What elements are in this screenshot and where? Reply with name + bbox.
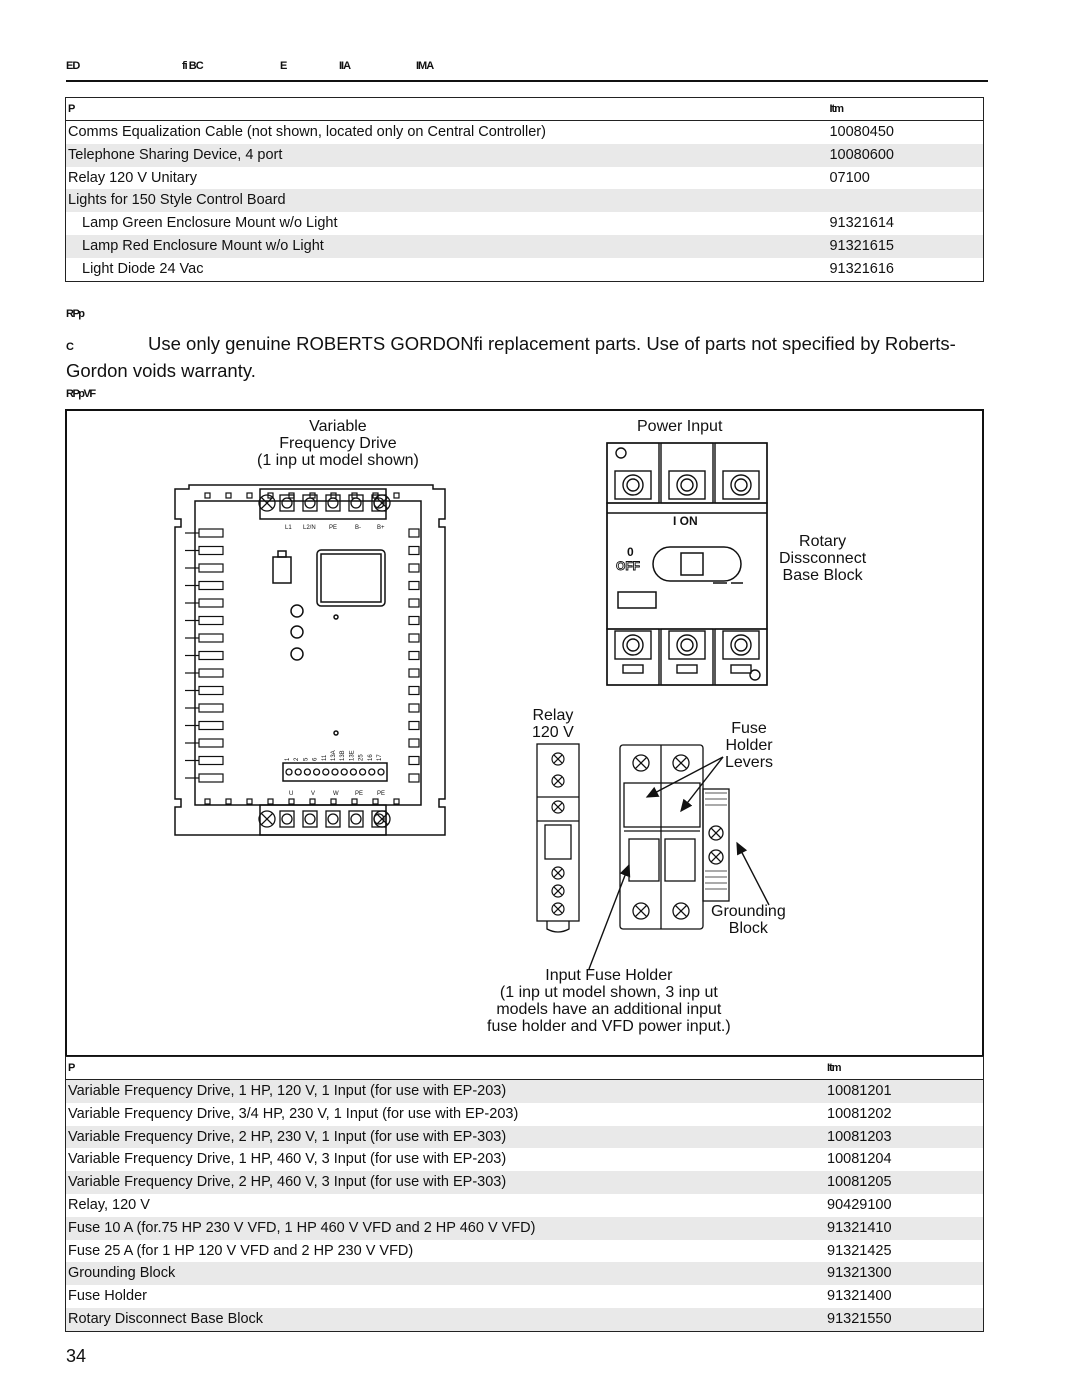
part-description: Variable Frequency Drive, 3/4 HP, 230 V, 1 Input (for use with EP-203)	[68, 1105, 519, 1122]
table-row	[66, 1240, 984, 1263]
table-row	[66, 212, 984, 235]
part-description: Light Diode 24 Vac	[82, 260, 204, 277]
rotary-switch-knob	[653, 547, 741, 581]
part-description: Telephone Sharing Device, 4 port	[66, 144, 830, 167]
heat-sink-fin	[199, 599, 223, 607]
rotary-disconnect-label	[779, 533, 866, 584]
heat-sink-fin	[409, 704, 419, 712]
table-header-item: Itm	[829, 98, 983, 121]
io-terminal-label: 13A	[331, 750, 337, 761]
rotary-mount-hole	[750, 670, 760, 680]
part-number: 91321614	[829, 215, 894, 232]
part-number: 10081204	[827, 1151, 892, 1168]
part-number: 91321425	[827, 1242, 892, 1259]
table-header-row	[66, 1057, 984, 1080]
caution-notice	[66, 332, 966, 383]
arrow-input-fuse-holder	[589, 865, 629, 969]
rotary-terminal-screw	[623, 635, 643, 655]
grounding-block-body	[703, 789, 729, 901]
rotary-terminal-screw	[731, 635, 751, 655]
caution-text: Use only genuine ROBERTS GORDONfi replacement parts. Use of parts not specified by Roberts-Gordon voids warranty.	[66, 333, 956, 381]
table-row	[66, 167, 984, 190]
heat-sink-fin	[409, 669, 419, 677]
rotary-label-line: Base Block	[782, 567, 863, 584]
rotary-terminal-screw	[627, 479, 639, 491]
vfd-display	[317, 550, 385, 606]
heat-sink-fin	[199, 547, 223, 555]
part-number: 91321615	[829, 235, 983, 258]
off-label: OFF	[616, 559, 640, 573]
heat-sink-fin	[199, 564, 223, 572]
vfd-knob	[291, 648, 303, 660]
grounding-label-line: Grounding	[711, 903, 786, 920]
part-description: Fuse 25 A (for 1 HP 120 V VFD and 2 HP 230 V VFD)	[68, 1242, 414, 1259]
heat-sink-fin	[409, 757, 419, 765]
page-header	[66, 60, 986, 78]
part-number: 91321616	[829, 260, 894, 277]
heat-sink-fin	[409, 687, 419, 695]
fuse-label-line: Fuse	[731, 720, 767, 737]
terminal-screw	[305, 498, 315, 508]
part-number: 07100	[829, 169, 870, 186]
input-fuse-holder-label	[487, 967, 731, 1035]
vfd-bottom-terminal-block	[260, 805, 386, 835]
vfd-terminal-label: PE	[377, 791, 386, 797]
io-terminal	[304, 769, 310, 775]
part-number: 10081201	[827, 1080, 983, 1103]
heat-sink-fin	[199, 704, 223, 712]
vent-slot	[352, 799, 357, 804]
rotary-terminal-screw	[735, 639, 747, 651]
header-item: ED	[66, 60, 80, 72]
heat-sink-fin	[199, 774, 223, 782]
heat-sink-fin	[199, 669, 223, 677]
input-fuse-label-line: Input Fuse Holder	[545, 967, 673, 984]
terminal-screw	[328, 814, 338, 824]
vfd-label-line: Frequency Drive	[279, 435, 397, 452]
arrow-grounding-block	[737, 843, 769, 905]
relay-label	[532, 707, 574, 741]
heat-sink-fin	[409, 739, 419, 747]
heat-sink-fin	[409, 547, 419, 555]
table-header-row	[66, 98, 984, 121]
vfd-led	[334, 615, 338, 619]
vfd-label	[257, 418, 419, 469]
heat-sink-fin	[409, 634, 419, 642]
table-header-item: Itm	[827, 1057, 983, 1080]
table-row	[66, 1080, 984, 1103]
vfd-terminal-label: PE	[329, 525, 338, 531]
io-terminal	[360, 769, 366, 775]
rotary-label-plate	[618, 592, 656, 608]
heat-sink-fin	[409, 652, 419, 660]
part-number: 90429100	[827, 1196, 892, 1213]
rotary-terminal-screw	[627, 639, 639, 651]
rotary-terminal-screw	[681, 639, 693, 651]
heat-sink-fin	[409, 617, 419, 625]
vfd-terminal-label: W	[333, 791, 339, 797]
io-terminal	[332, 769, 338, 775]
arrow-fuse-lever	[681, 757, 723, 811]
rotary-switch-slot	[681, 553, 703, 575]
io-terminal-label: 6	[312, 757, 319, 761]
grounding-label-line: Block	[728, 920, 768, 937]
part-description: Rotary Disconnect Base Block	[66, 1308, 828, 1331]
heat-sink-fin	[199, 529, 223, 537]
vfd-label-line: (1 inp ut model shown)	[257, 452, 419, 469]
arrow-fuse-lever	[647, 757, 723, 797]
heat-sink-fin	[199, 617, 223, 625]
relay-label-line: 120 V	[532, 724, 574, 741]
rotary-mount-hole	[616, 448, 626, 458]
parts-table-1	[65, 97, 984, 282]
header-item: E	[280, 60, 287, 72]
vent-slot	[394, 799, 399, 804]
io-terminal	[369, 769, 375, 775]
table-row	[66, 1126, 984, 1149]
part-number: 10081202	[827, 1105, 892, 1122]
part-description: Relay 120 V Unitary	[68, 169, 197, 186]
relay-label-line: Relay	[532, 707, 574, 724]
table-row	[66, 258, 984, 281]
table-row	[66, 1308, 984, 1331]
part-number: 10081203	[827, 1126, 983, 1149]
io-terminal-label: 13E	[349, 750, 356, 761]
rotary-terminal-tab	[731, 665, 751, 673]
part-number	[829, 189, 983, 212]
io-terminal-label: 5	[303, 757, 310, 761]
rotary-terminal-screw	[731, 475, 751, 495]
io-terminal-label: 1	[285, 757, 291, 761]
vfd-terminal-label: U	[289, 791, 294, 797]
part-description: Relay, 120 V	[68, 1196, 150, 1213]
heat-sink-fin	[409, 722, 419, 730]
part-description: Fuse 10 A (for.75 HP 230 V VFD, 1 HP 460 V VFD and 2 HP 460 V VFD)	[66, 1217, 828, 1240]
io-terminal-label: 25	[358, 754, 365, 761]
fuse-label-line: Levers	[725, 754, 774, 771]
table-row	[66, 235, 984, 258]
part-number: 91321410	[827, 1217, 983, 1240]
rotary-terminal-screw	[677, 635, 697, 655]
power-input-label: Power Input	[637, 418, 723, 435]
heat-sink-fin	[199, 652, 223, 660]
heat-sink-fin	[409, 529, 419, 537]
vfd-switch-tab	[278, 551, 286, 557]
vent-slot	[331, 799, 336, 804]
io-terminal	[286, 769, 292, 775]
heat-sink-fin	[199, 757, 223, 765]
vfd-terminal-label: L1	[285, 525, 292, 531]
io-terminal-label: 2	[294, 757, 301, 761]
io-terminal	[314, 769, 320, 775]
rotary-terminal-screw	[681, 479, 693, 491]
relay-tab	[547, 921, 569, 932]
rotary-label-line: Dissconnect	[779, 550, 867, 567]
table-row	[66, 1285, 984, 1308]
vfd-label-line: Variable	[309, 418, 367, 435]
vent-slot	[247, 799, 252, 804]
io-terminal	[350, 769, 356, 775]
part-number: 91321550	[827, 1308, 983, 1331]
part-description: Grounding Block	[66, 1262, 828, 1285]
terminal-screw	[305, 814, 315, 824]
part-description: Comms Equalization Cable (not shown, located only on Central Controller)	[68, 124, 546, 140]
io-terminal	[378, 769, 384, 775]
table-row	[66, 144, 984, 167]
io-terminal	[323, 769, 329, 775]
vfd-top-terminal-block	[260, 489, 386, 519]
vent-slot	[310, 799, 315, 804]
relay-body	[537, 744, 579, 921]
fuse-label-line: Holder	[725, 737, 773, 754]
part-number: 10081205	[827, 1171, 983, 1194]
part-number: 10080450	[829, 124, 894, 140]
header-rule	[66, 80, 988, 82]
input-fuse-label-line: fuse holder and VFD power input.)	[487, 1018, 731, 1035]
table-row	[66, 121, 984, 144]
table-header-description: P	[66, 98, 830, 121]
part-description: Variable Frequency Drive, 1 HP, 120 V, 1 Input (for use with EP-203)	[66, 1080, 828, 1103]
io-terminal	[341, 769, 347, 775]
part-description: Lights for 150 Style Control Board	[66, 189, 830, 212]
section-heading-replacement-parts: RPp	[66, 308, 84, 320]
section-heading-vfd-parts: RPpVF	[66, 388, 95, 400]
table-header-description: P	[66, 1057, 828, 1080]
vent-slot	[205, 799, 210, 804]
part-number: 10080600	[829, 144, 983, 167]
parts-table-2	[65, 1056, 984, 1332]
terminal-screw	[351, 498, 361, 508]
vent-slot	[226, 799, 231, 804]
terminal-screw	[328, 498, 338, 508]
fuse-holder-levers-label	[725, 720, 773, 771]
relay-coil	[545, 825, 571, 859]
part-description: Variable Frequency Drive, 2 HP, 230 V, 1 Input (for use with EP-303)	[66, 1126, 828, 1149]
heat-sink-fin	[199, 634, 223, 642]
part-description: Lamp Red Enclosure Mount w/o Light	[66, 235, 830, 258]
part-number: 91321300	[827, 1262, 983, 1285]
header-item: fi BC	[182, 60, 203, 72]
heat-sink-fin	[409, 774, 419, 782]
rotary-terminal-tab	[623, 665, 643, 673]
part-description: Lamp Green Enclosure Mount w/o Light	[82, 215, 338, 232]
heat-sink-fin	[409, 599, 419, 607]
header-item: IMA	[416, 60, 434, 72]
table-row	[66, 1171, 984, 1194]
rotary-label-line: Rotary	[799, 533, 847, 550]
table-row	[66, 1194, 984, 1217]
heat-sink-fin	[199, 722, 223, 730]
vfd-io-strip	[283, 763, 387, 781]
vent-slot	[268, 799, 273, 804]
vent-slot	[247, 493, 252, 498]
vfd-switch	[273, 557, 291, 583]
vent-slot	[205, 493, 210, 498]
vent-slot	[226, 493, 231, 498]
vfd-terminal-label: V	[311, 791, 316, 797]
io-terminal-label: 13B	[340, 750, 347, 761]
vfd-led	[334, 731, 338, 735]
io-terminal-label: 16	[367, 754, 374, 761]
rotary-terminal-tab	[677, 665, 697, 673]
vfd-display-inner	[321, 554, 381, 602]
heat-sink-fin	[199, 582, 223, 590]
vfd-knob	[291, 626, 303, 638]
rotary-terminal-screw	[677, 475, 697, 495]
vent-slot	[394, 493, 399, 498]
terminal-screw	[282, 498, 292, 508]
vfd-terminal-label: B+	[377, 525, 385, 531]
vent-slot	[373, 799, 378, 804]
on-label: I ON	[673, 514, 698, 528]
rotary-terminal-screw	[735, 479, 747, 491]
io-terminal	[295, 769, 301, 775]
table-row	[66, 1148, 984, 1171]
table-row	[66, 1103, 984, 1126]
vfd-terminal-label: PE	[355, 791, 364, 797]
input-fuse-label-line: (1 inp ut model shown, 3 inp ut	[499, 984, 718, 1001]
heat-sink-fin	[199, 739, 223, 747]
page-number: 34	[66, 1346, 87, 1366]
part-description: Variable Frequency Drive, 1 HP, 460 V, 3 Input (for use with EP-203)	[68, 1151, 507, 1168]
io-terminal-label: 17	[377, 754, 383, 761]
terminal-screw	[282, 814, 292, 824]
header-item: IIA	[339, 60, 351, 72]
rotary-terminal-screw	[623, 475, 643, 495]
vent-slot	[289, 799, 294, 804]
vfd-parts-figure	[65, 409, 984, 1057]
part-description: Variable Frequency Drive, 2 HP, 460 V, 3 Input (for use with EP-303)	[66, 1171, 828, 1194]
input-fuse-label-line: models have an additional input	[496, 1001, 722, 1018]
vfd-knob	[291, 605, 303, 617]
grounding-block-label	[711, 903, 786, 937]
heat-sink-fin	[199, 687, 223, 695]
vfd-terminal-label: B-	[355, 525, 361, 531]
vfd-terminal-label: L2/N	[303, 525, 316, 531]
zero-label: 0	[627, 545, 634, 559]
heat-sink-fin	[409, 564, 419, 572]
table-row	[66, 1262, 984, 1285]
terminal-screw	[351, 814, 361, 824]
vfd-diagram	[67, 411, 982, 1055]
io-terminal-label: 11	[321, 754, 328, 761]
part-number: 91321400	[827, 1288, 892, 1305]
table-row	[66, 189, 984, 212]
heat-sink-fin	[409, 582, 419, 590]
caution-label: C	[66, 341, 73, 353]
table-row	[66, 1217, 984, 1240]
part-description: Fuse Holder	[68, 1288, 147, 1305]
